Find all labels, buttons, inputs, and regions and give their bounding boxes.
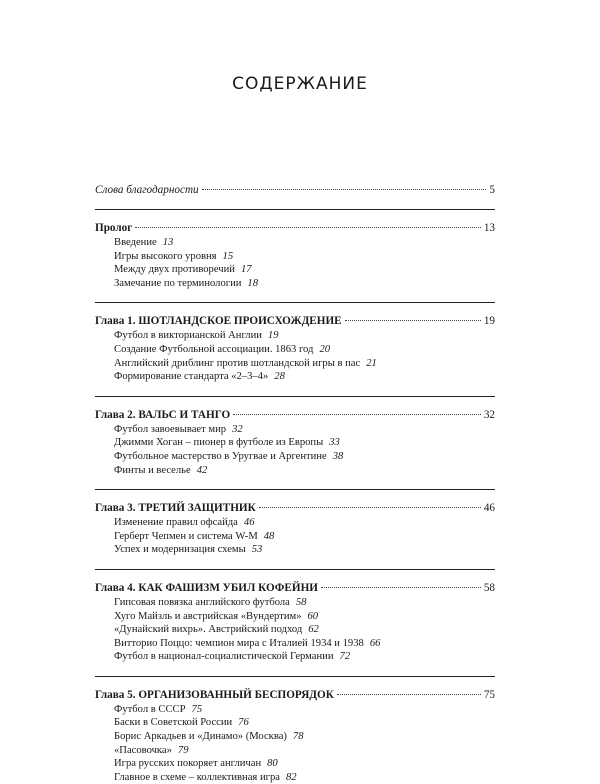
toc-subentry-label: Игры высокого уровня: [114, 250, 217, 262]
toc-subentry[interactable]: [114, 464, 495, 478]
toc-subentry-label: Борис Аркадьев и «Динамо» (Москва): [114, 731, 287, 743]
dot-leader: [321, 587, 481, 588]
toc-entry-page: 58: [483, 581, 495, 594]
toc-subentry-label: Футбол в национал-социалистической Германии: [114, 651, 334, 663]
toc-entry-page: 75: [483, 688, 495, 701]
toc-entry[interactable]: [95, 314, 495, 328]
toc-subentry[interactable]: [114, 610, 495, 624]
toc-section: [95, 396, 495, 477]
toc-subentry-page: 28: [274, 371, 285, 383]
toc-subentry-page: 72: [339, 651, 351, 663]
toc-subentry-label: Баски в Советской России: [114, 717, 233, 729]
toc-subentries: [114, 236, 495, 290]
toc-subentry-label: Футбол в викторианской Англии: [114, 330, 262, 342]
toc-subentry-label: Успех и модернизация схемы: [114, 544, 246, 556]
toc-entry-page: 5: [489, 184, 495, 196]
toc-entry[interactable]: [95, 221, 495, 235]
toc-subentry-page: 79: [177, 744, 189, 756]
toc-entry-label: Глава 1. ШОТЛАНДСКОЕ ПРОИСХОЖДЕНИЕ: [95, 315, 342, 328]
toc-subentry[interactable]: [114, 637, 495, 651]
toc-subentry-page: 46: [243, 517, 255, 529]
toc-subentry-label: Формирование стандарта «2–3–4»: [114, 371, 269, 383]
toc-section: [95, 676, 495, 784]
toc-subentries: [114, 516, 495, 557]
toc-subentry-page: 82: [285, 771, 297, 783]
toc-subentry-label: Главное в схеме – коллективная игра: [114, 771, 280, 783]
toc-subentry[interactable]: [114, 703, 495, 717]
toc-subentry[interactable]: [114, 623, 495, 637]
toc-subentry-page: 19: [267, 330, 279, 342]
toc-subentry-page: 42: [196, 464, 208, 476]
toc-subentry-page: 62: [308, 624, 319, 636]
toc-entry-page: 19: [483, 315, 495, 328]
toc-subentry[interactable]: [114, 263, 495, 277]
toc-entry[interactable]: [95, 688, 495, 702]
toc-subentry-page: 18: [247, 277, 259, 289]
toc-subentry-label: Английский дриблинг против шотландской игры в пас: [114, 357, 361, 369]
toc-entry-label: Глава 4. КАК ФАШИЗМ УБИЛ КОФЕЙНИ: [95, 581, 318, 594]
toc-subentry-page: 48: [263, 530, 275, 542]
toc-subentry-label: Гипсовая повязка английского футбола: [114, 596, 290, 608]
toc-entry-label: Глава 2. ВАЛЬС И ТАНГО: [95, 408, 231, 421]
toc-subentries: [114, 329, 495, 383]
toc-entry[interactable]: [95, 501, 495, 515]
toc-subentry[interactable]: [114, 771, 495, 784]
toc-subentry-label: «Пасовочка»: [114, 744, 172, 756]
toc-subentry[interactable]: [114, 250, 495, 264]
toc-subentry[interactable]: [114, 730, 495, 744]
toc-subentry-page: 80: [267, 758, 278, 770]
toc-subentry-page: 15: [222, 250, 234, 262]
toc-entry-page: 46: [483, 502, 495, 515]
toc-subentry-page: 21: [366, 357, 377, 369]
toc-subentry-label: Хуго Майзль и австрийская «Вундертим»: [114, 610, 302, 622]
toc-subentry[interactable]: [114, 543, 495, 557]
toc-subentry-label: Между двух противоречий: [114, 264, 235, 276]
toc-subentry[interactable]: [114, 596, 495, 610]
toc-subentry[interactable]: [114, 329, 495, 343]
toc-entry[interactable]: [95, 408, 495, 422]
toc-subentry-page: 66: [369, 637, 381, 649]
toc-entry-label: Глава 3. ТРЕТИЙ ЗАЩИТНИК: [95, 502, 256, 515]
toc-section: [95, 302, 495, 383]
toc-entry-page: 32: [483, 408, 495, 421]
toc-subentry[interactable]: [114, 650, 495, 664]
toc-subentry[interactable]: [114, 757, 495, 771]
toc-subentries: [114, 596, 495, 664]
toc-subentry-label: «Дунайский вихрь». Австрийский подход: [114, 624, 303, 636]
toc-subentry[interactable]: [114, 516, 495, 530]
page-title: СОДЕРЖАНИЕ: [232, 74, 368, 94]
toc-subentry[interactable]: [114, 744, 495, 758]
toc-subentry[interactable]: [114, 450, 495, 464]
toc-entry-label: Пролог: [95, 222, 133, 234]
toc-entry-page: 13: [483, 222, 495, 234]
toc-subentries: [114, 703, 495, 784]
toc-section: [95, 183, 495, 197]
toc-subentry[interactable]: [114, 343, 495, 357]
toc-subentry-page: 20: [319, 343, 331, 355]
toc-section: [95, 489, 495, 557]
toc-subentry[interactable]: [114, 370, 495, 384]
toc-subentry-page: 38: [332, 450, 344, 462]
toc-subentries: [114, 423, 495, 477]
toc-subentry-page: 58: [295, 596, 307, 608]
toc-subentry-label: Изменение правил офсайда: [114, 517, 238, 529]
toc-subentry[interactable]: [114, 716, 495, 730]
toc-section: [95, 209, 495, 290]
dot-leader: [345, 320, 481, 321]
toc-entry-label: Глава 5. ОРГАНИЗОВАННЫЙ БЕСПОРЯДОК: [95, 688, 334, 701]
toc-subentry-label: Футбол в СССР: [114, 703, 186, 715]
toc-subentry-page: 76: [238, 717, 249, 729]
toc-subentry[interactable]: [114, 357, 495, 371]
toc-subentry-label: Замечание по терминологии: [114, 277, 242, 289]
toc-subentry-page: 13: [162, 237, 174, 248]
toc-subentry-label: Финты и веселье: [114, 464, 191, 476]
toc-subentry[interactable]: [114, 530, 495, 544]
dot-leader: [135, 227, 480, 228]
toc-section: [95, 569, 495, 664]
toc-subentry-label: Футбол завоевывает мир: [114, 423, 227, 435]
dot-leader: [337, 694, 481, 695]
toc-subentry-page: 53: [251, 544, 263, 556]
toc-subentry-page: 17: [240, 264, 252, 276]
toc-subentry-label: Введение: [114, 237, 157, 248]
toc-subentry-label: Футбольное мастерство в Уругвае и Аргентине: [114, 450, 327, 462]
toc-subentry[interactable]: [114, 423, 495, 437]
toc-entry[interactable]: [95, 581, 495, 595]
toc-subentry-page: 33: [329, 437, 340, 449]
toc-subentry-label: Игра русских покоряет англичан: [114, 758, 262, 770]
dot-leader: [259, 507, 481, 508]
toc-subentry-label: Создание Футбольной ассоциации. 1863 год: [114, 343, 314, 355]
toc-subentry-label: Джимми Хоган – пионер в футболе из Европы: [114, 437, 324, 449]
dot-leader: [233, 414, 481, 415]
toc-subentry-label: Витторио Поццо: чемпион мира с Италией 1934 и 1938: [114, 637, 364, 649]
toc-subentry-page: 32: [232, 423, 243, 435]
table-of-contents: [95, 183, 495, 784]
toc-entry-label: Слова благодарности: [95, 184, 199, 196]
toc-subentry[interactable]: [114, 277, 495, 291]
toc-subentry[interactable]: [114, 236, 495, 250]
toc-subentry-page: 75: [191, 703, 203, 715]
toc-subentry-page: 60: [307, 610, 319, 622]
dot-leader: [202, 189, 487, 190]
toc-subentry[interactable]: [114, 436, 495, 450]
toc-subentry-page: 78: [292, 731, 304, 743]
toc-subentry-label: Герберт Чепмен и система W-M: [114, 530, 258, 542]
toc-entry[interactable]: [95, 183, 495, 197]
